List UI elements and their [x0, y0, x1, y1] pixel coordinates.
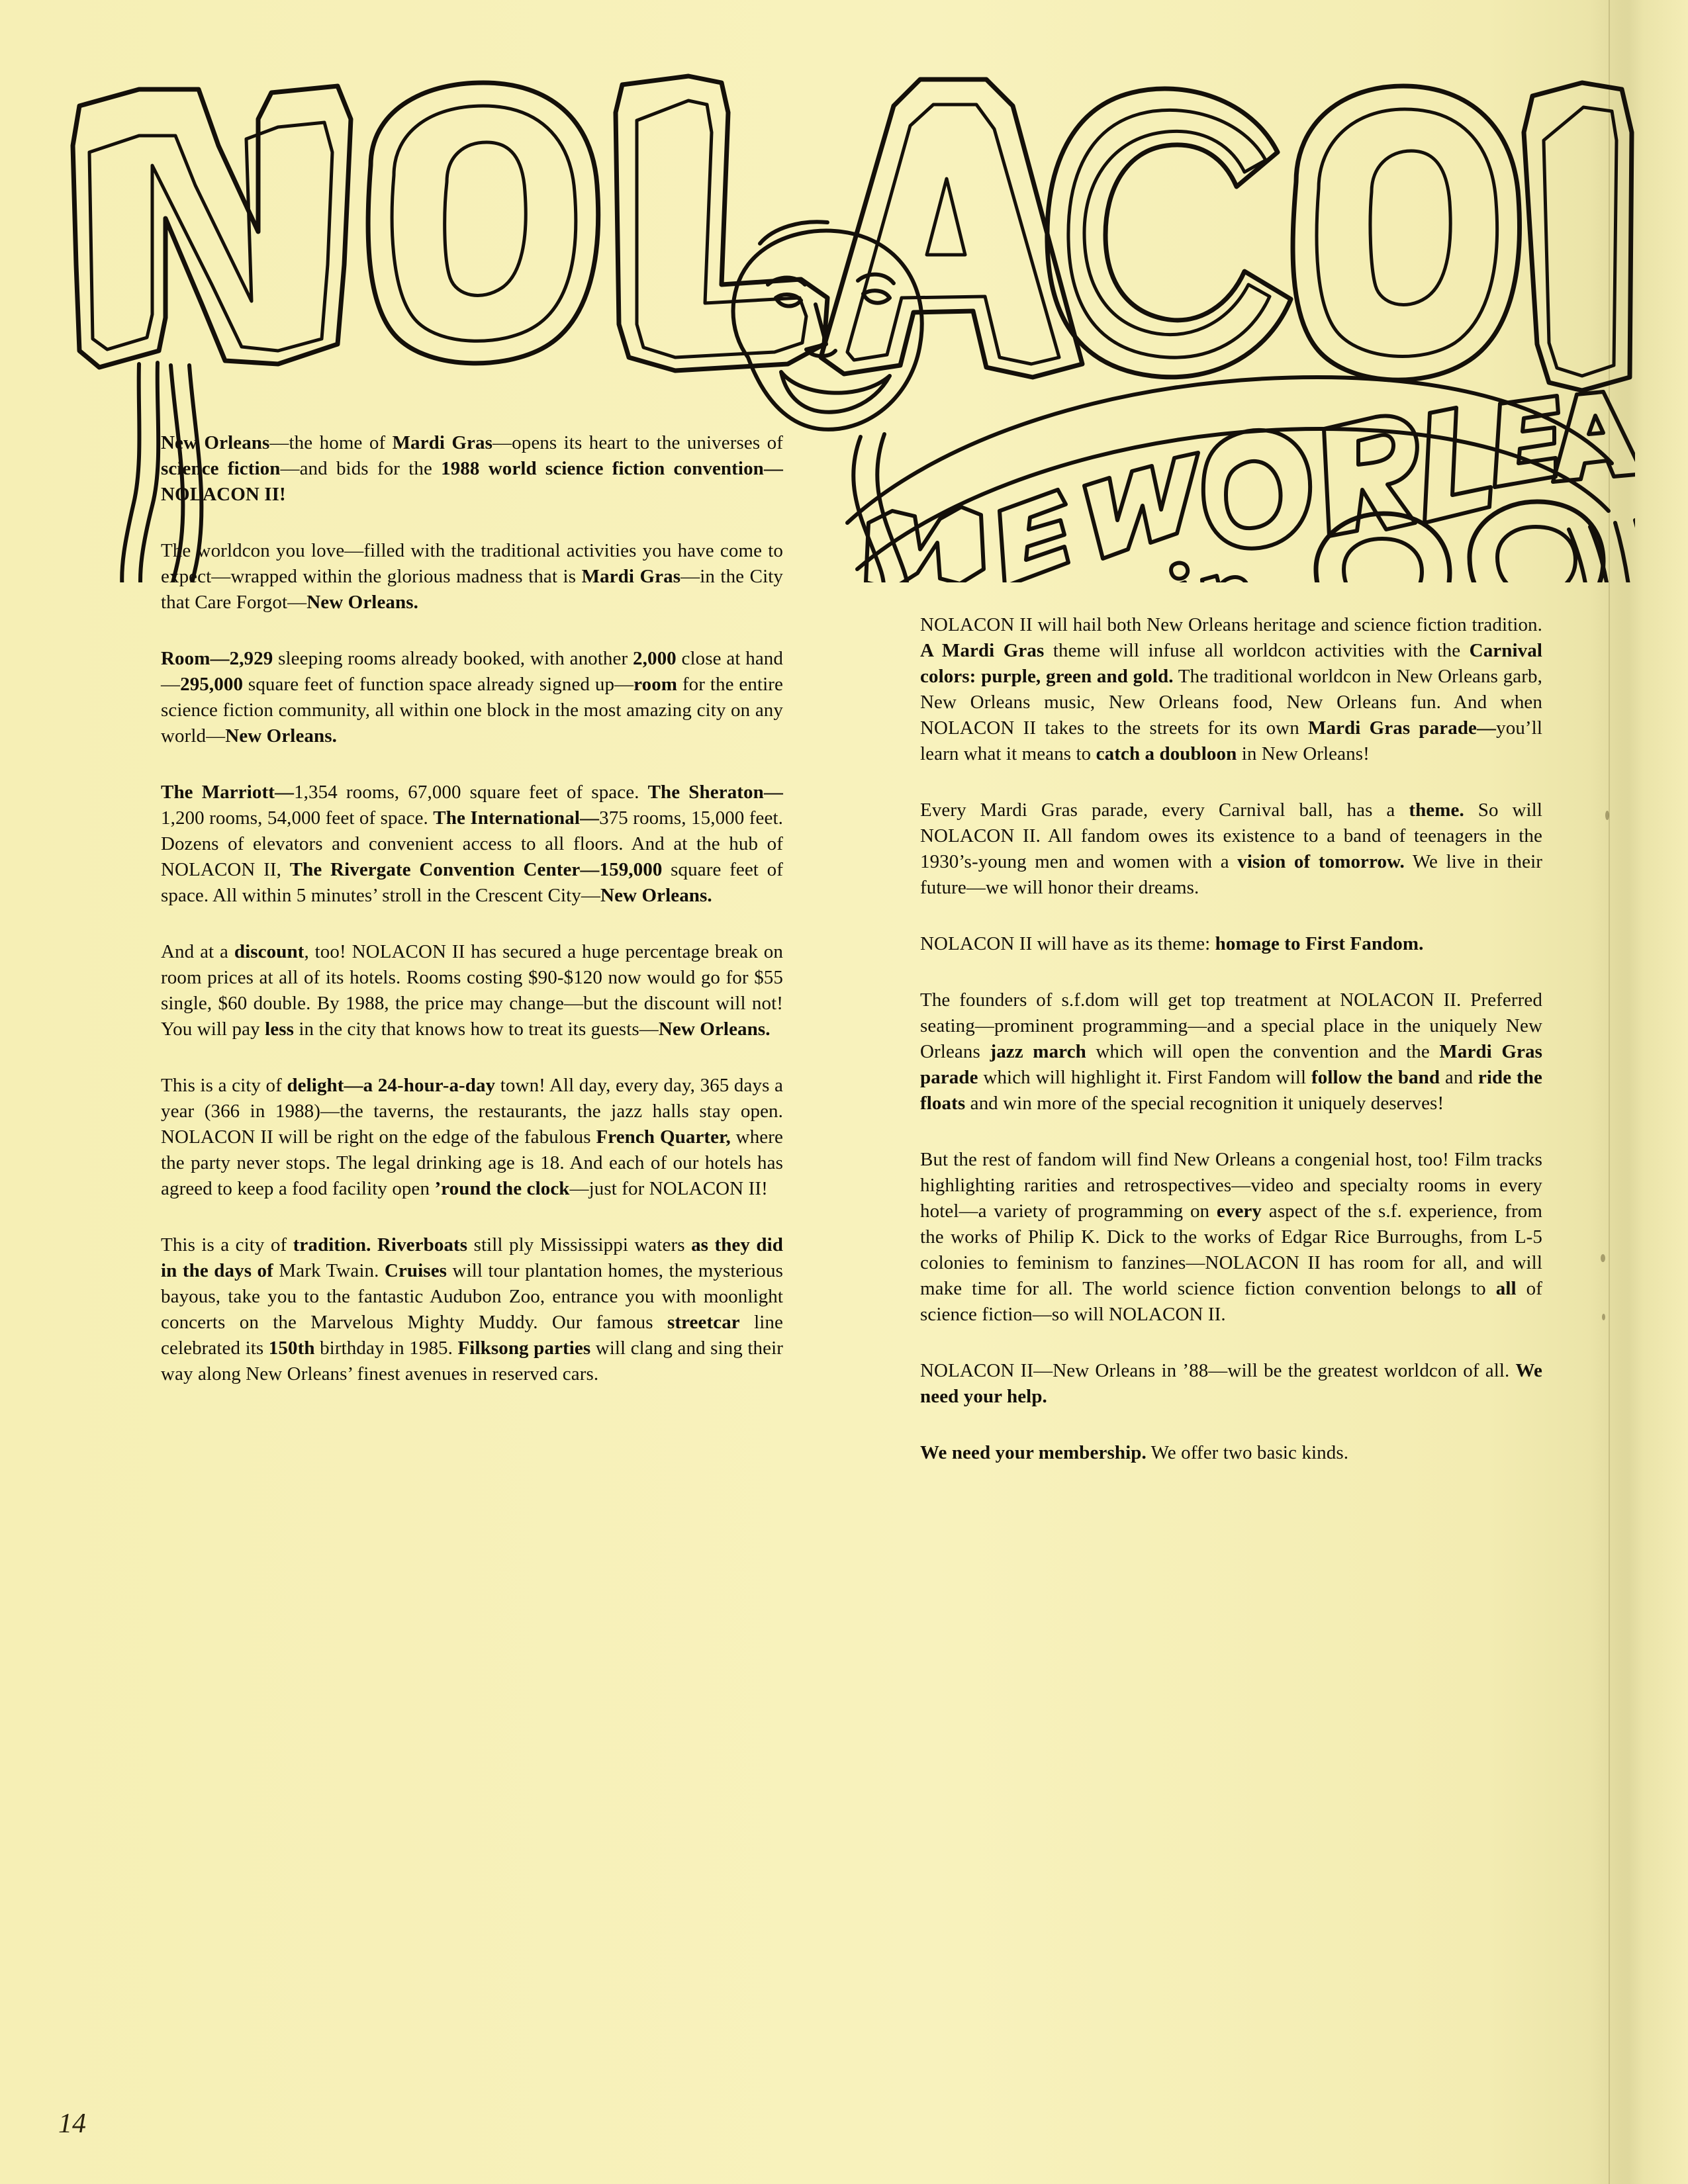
paper-speck: [1601, 1254, 1605, 1262]
left-text-column: [161, 430, 783, 1387]
paragraph-discount: And at a discount, too! NOLACON II has secured a huge percentage break on room prices at all of its hotels. Rooms costing $90-$120 now would go for $55 single, $60 double. By 1988, the price may change—but the discount will not! You will pay less in the city that knows how to treat its guests—New Orleans.: [161, 941, 783, 1040]
paragraph-worldcon: The worldcon you love—filled with the traditional activities you have come to expect—wrapped within the glorious madness that is Mardi Gras—in the City that Care Forgot—New Orleans.: [161, 540, 783, 613]
right-text-column: [920, 612, 1542, 1466]
paragraph-heritage: NOLACON II will hail both New Orleans heritage and science fiction tradition. A Mardi Gras theme will infuse all worldcon activities with the Carnival colors: purple, green and gold. The traditional worldcon in New Orleans garb, New Orleans music, New Orleans food, New Orleans fun. And when NOLACON II takes to the streets for its own Mardi Gras parade—you’ll learn what it means to catch a doubloon in New Orleans!: [920, 614, 1543, 764]
paragraph-homage: NOLACON II will have as its theme: homage to First Fandom.: [920, 933, 1424, 954]
paper-speck: [1605, 811, 1609, 820]
paragraph-rooms: Room—2,929 sleeping rooms already booked, with another 2,000 close at hand—295,000 square feet of function space already signed up—room for the entire science fiction community, all within one block in the most amazing city on any world—New Orleans.: [161, 648, 783, 747]
paragraph-tradition: This is a city of tradition. Riverboats still ply Mississippi waters as they did in the days of Mark Twain. Cruises will tour plantation homes, the mysterious bayous, take you to the fantastic Audubon Zoo, entrance you with moonlight concerts on the Marvelous Mighty Muddy. Our famous streetcar line celebrated its 150th birthday in 1985. Filksong parties will clang and sing their way along New Orleans’ finest avenues in reserved cars.: [161, 1234, 784, 1385]
paragraph-membership: We need your membership. We offer two basic kinds.: [920, 1442, 1349, 1463]
paragraph-rest-of-fandom: But the rest of fandom will find New Orleans a congenial host, too! Film tracks highlighting rarities and retrospectives—video and specialty rooms in every hotel—a variety of programming on every aspect of the s.f. experience, from the works of Philip K. Dick to the works of Edgar Rice Burroughs, from L-5 colonies to feminism to fanzines—NOLACON II has room for all, and will make time for all. The world science fiction convention belongs to all of science fiction—so will NOLACON II.: [920, 1149, 1543, 1325]
paragraph-hotels: The Marriott—1,354 rooms, 67,000 square feet of space. The Sheraton—1,200 rooms, 54,000 feet of space. The International—375 rooms, 15,000 feet. Dozens of elevators and convenient access to all floors. And at the hub of NOLACON II, The Rivergate Convention Center—159,000 square feet of space. All within 5 minutes’ stroll in the Crescent City—New Orleans.: [161, 782, 783, 906]
paper-speck: [1602, 1314, 1605, 1320]
paragraph-intro: New Orleans—the home of Mardi Gras—opens its heart to the universes of science fiction—and bids for the 1988 world science fiction convention— NOLACON II!: [161, 432, 783, 505]
paragraph-delight: This is a city of delight—a 24-hour-a-day town! All day, every day, 365 days a year (366 in 1988)—the taverns, the restaurants, the jazz halls stay open. NOLACON II will be right on the edge of the fabulous French Quarter, where the party never stops. The legal drinking age is 18. And each of our hotels has agreed to keep a food facility open ’round the clock—just for NOLACON II!: [161, 1075, 783, 1199]
page-number: 14: [58, 2109, 86, 2139]
paragraph-greatest-worldcon: NOLACON II—New Orleans in ’88—will be the greatest worldcon of all. We need your help.: [920, 1360, 1542, 1407]
paragraph-founders: The founders of s.f.dom will get top treatment at NOLACON II. Preferred seating—prominent programming—and a special place in the uniquely New Orleans jazz march which will open the convention and the Mardi Gras parade which will highlight it. First Fandom will follow the band and ride the floats and win more of the special recognition it uniquely deserves!: [920, 989, 1543, 1114]
paragraph-theme: Every Mardi Gras parade, every Carnival ball, has a theme. So will NOLACON II. All fandom owes its existence to a band of teenagers in the 1930’s-young men and women with a vision of tomorrow. We live in their future—we will honor their dreams.: [920, 799, 1542, 898]
